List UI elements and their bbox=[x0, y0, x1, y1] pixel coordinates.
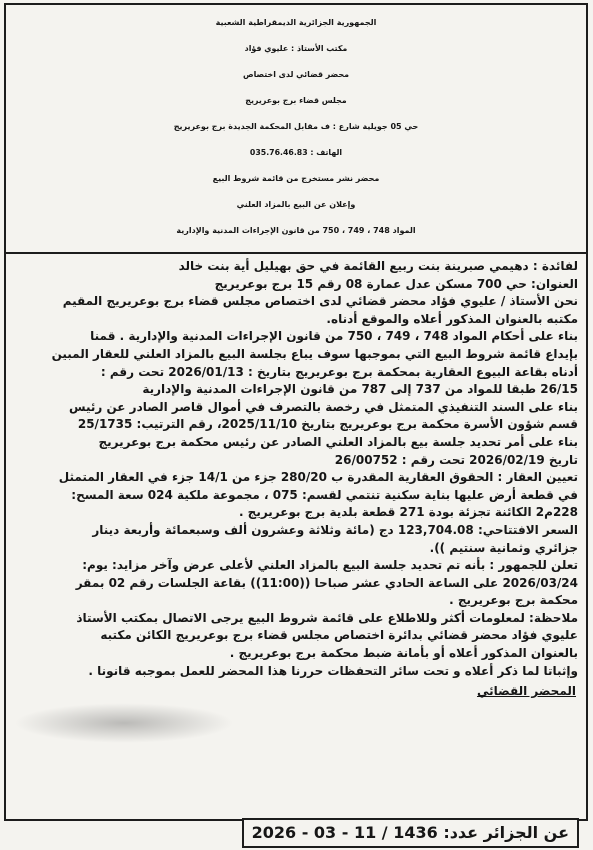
notice-title-2: وإعلان عن البيع بالمزاد العلني bbox=[236, 200, 356, 209]
bailiff-signature-label: المحضر القضائي bbox=[476, 684, 576, 699]
notice-line: 26/15 طبقا للمواد من 737 إلى 787 من قانون الإجراءات المدنية والإدارية bbox=[142, 382, 578, 397]
notice-line: في قطعة أرض عليها بناية سكنية تنتمي لقسم: 075 ، مجموعة ملكية 024 سعة المسح: bbox=[71, 487, 578, 502]
notice-line: عليوي فؤاد محضر قضائي بدائرة اختصاص مجلس قضاء برج بوعريريج الكائن مكتبه bbox=[100, 628, 578, 643]
notice-line: مكتبه بالعنوان المذكور أعلاه والموقع أدناه. bbox=[326, 311, 578, 326]
publication-footer: عن الجزائر عدد: 1436 / 11 - 03 - 2026 bbox=[242, 818, 579, 848]
notice-line: بالعنوان المذكور أعلاه أو بأمانة ضبط محكمة برج بوعريريج . bbox=[229, 646, 578, 661]
notice-line: بناء على أمر تحديد جلسة بيع بالمزاد العلني الصادر عن رئيس محكمة برج بوعريريج bbox=[98, 434, 578, 449]
notice-line: العنوان: حي 700 مسكن عدل عمارة 08 رقم 15 برج بوعريريج bbox=[214, 276, 578, 291]
notice-line: وإثباتا لما ذكر أعلاه و تحت سائر التحفظات حررنا هذا المحضر للعمل بموجبه قانونا . bbox=[88, 663, 578, 678]
notice-frame bbox=[4, 3, 588, 821]
notice-line: نحن الأستاذ / عليوي فؤاد محضر قضائي لدى اختصاص مجلس قضاء برج بوعريريج المقيم bbox=[62, 294, 578, 309]
notice-line: 228م2 الكائنة تجزئة بودة 271 قطعة بلدية برج بوعريريج . bbox=[238, 505, 578, 520]
notice-title-1: محضر نشر مستخرج من قائمة شروط البيع bbox=[212, 174, 380, 183]
office-phone: الهاتف : 035.76.46.83 bbox=[249, 148, 343, 157]
notice-line: محكمة برج بوعريريج . bbox=[449, 593, 578, 608]
office-name: مكتب الأستاذ : عليوي فؤاد bbox=[244, 44, 348, 53]
notice-line: جزائري وثمانية سنتيم )). bbox=[429, 540, 578, 555]
notice-line: لفائدة : دهيمي صبرينة بنت ربيع القائمة في حق بهيليل أية بنت خالد bbox=[178, 259, 578, 273]
notice-line: بإيداع قائمة شروط البيع التي بموجبها سوف يباع بجلسة البيع بالمزاد العلني للعقار المبين bbox=[51, 346, 578, 361]
notice-header bbox=[6, 5, 586, 244]
notice-line: تاريخ 2026/02/19 تحت رقم : 26/00752 bbox=[334, 452, 578, 467]
notice-line: تعلن للجمهور : بأنه تم تحديد جلسة البيع بالمزاد العلني لأعلى عرض وآخر مزايد: يوم: bbox=[82, 558, 578, 573]
republic-title: الجمهورية الجزائرية الديمقراطية الشعبية bbox=[215, 18, 377, 27]
header-divider bbox=[6, 252, 586, 254]
notice-line: قسم شؤون الأسرة محكمة برج بوعريريج بتاريخ 2025/11/10، رقم الترتيب: 25/1735 bbox=[77, 417, 578, 432]
notice-title-3: المواد 748 ، 749 ، 750 من قانون الإجراءات المدنية والإدارية bbox=[176, 226, 416, 235]
notice-line: 2026/03/24 على الساعة الحادي عشر صباحا ((11:00)) بقاعة الجلسات رقم 02 بمقر bbox=[75, 575, 578, 590]
ink-smudge bbox=[14, 703, 234, 743]
notice-body bbox=[6, 258, 586, 700]
notice-line: السعر الافتتاحي: 123,704.08 دج (مائة وثلاثة وعشرون ألف وسبعمائة وأربعة دينار bbox=[92, 522, 578, 537]
notice-line: بناء على أحكام المواد 748 ، 749 ، 750 من قانون الإجراءات المدنية والإدارية . قمنا bbox=[90, 329, 578, 344]
notice-line: بناء على السند التنفيذي المتمثل في رخصة بالتصرف في أموال قاصر الصادر عن رئيس bbox=[69, 399, 578, 414]
court-name: مجلس قضاء برج بوعريريج bbox=[245, 96, 347, 105]
notice-line: أدناه بقاعة البيوع العقارية بمحكمة برج بوعريريج بتاريخ : 2026/01/13 تحت رقم : bbox=[100, 364, 578, 379]
notice-line: ملاحظة: لمعلومات أكثر وللاطلاع على قائمة شروط البيع يرجى الاتصال بمكتب الأستاذ bbox=[76, 610, 578, 625]
bailiff-role: محضر قضائي لدى اختصاص bbox=[242, 70, 350, 79]
office-address: حي 05 جويلية شارع : ف مقابل المحكمة الجديدة برج بوعريريج bbox=[173, 122, 419, 131]
notice-line: تعيين العقار : الحقوق العقارية المقدرة ب 280/20 جزء من 14/1 جزء في العقار المتمثل bbox=[58, 470, 578, 485]
